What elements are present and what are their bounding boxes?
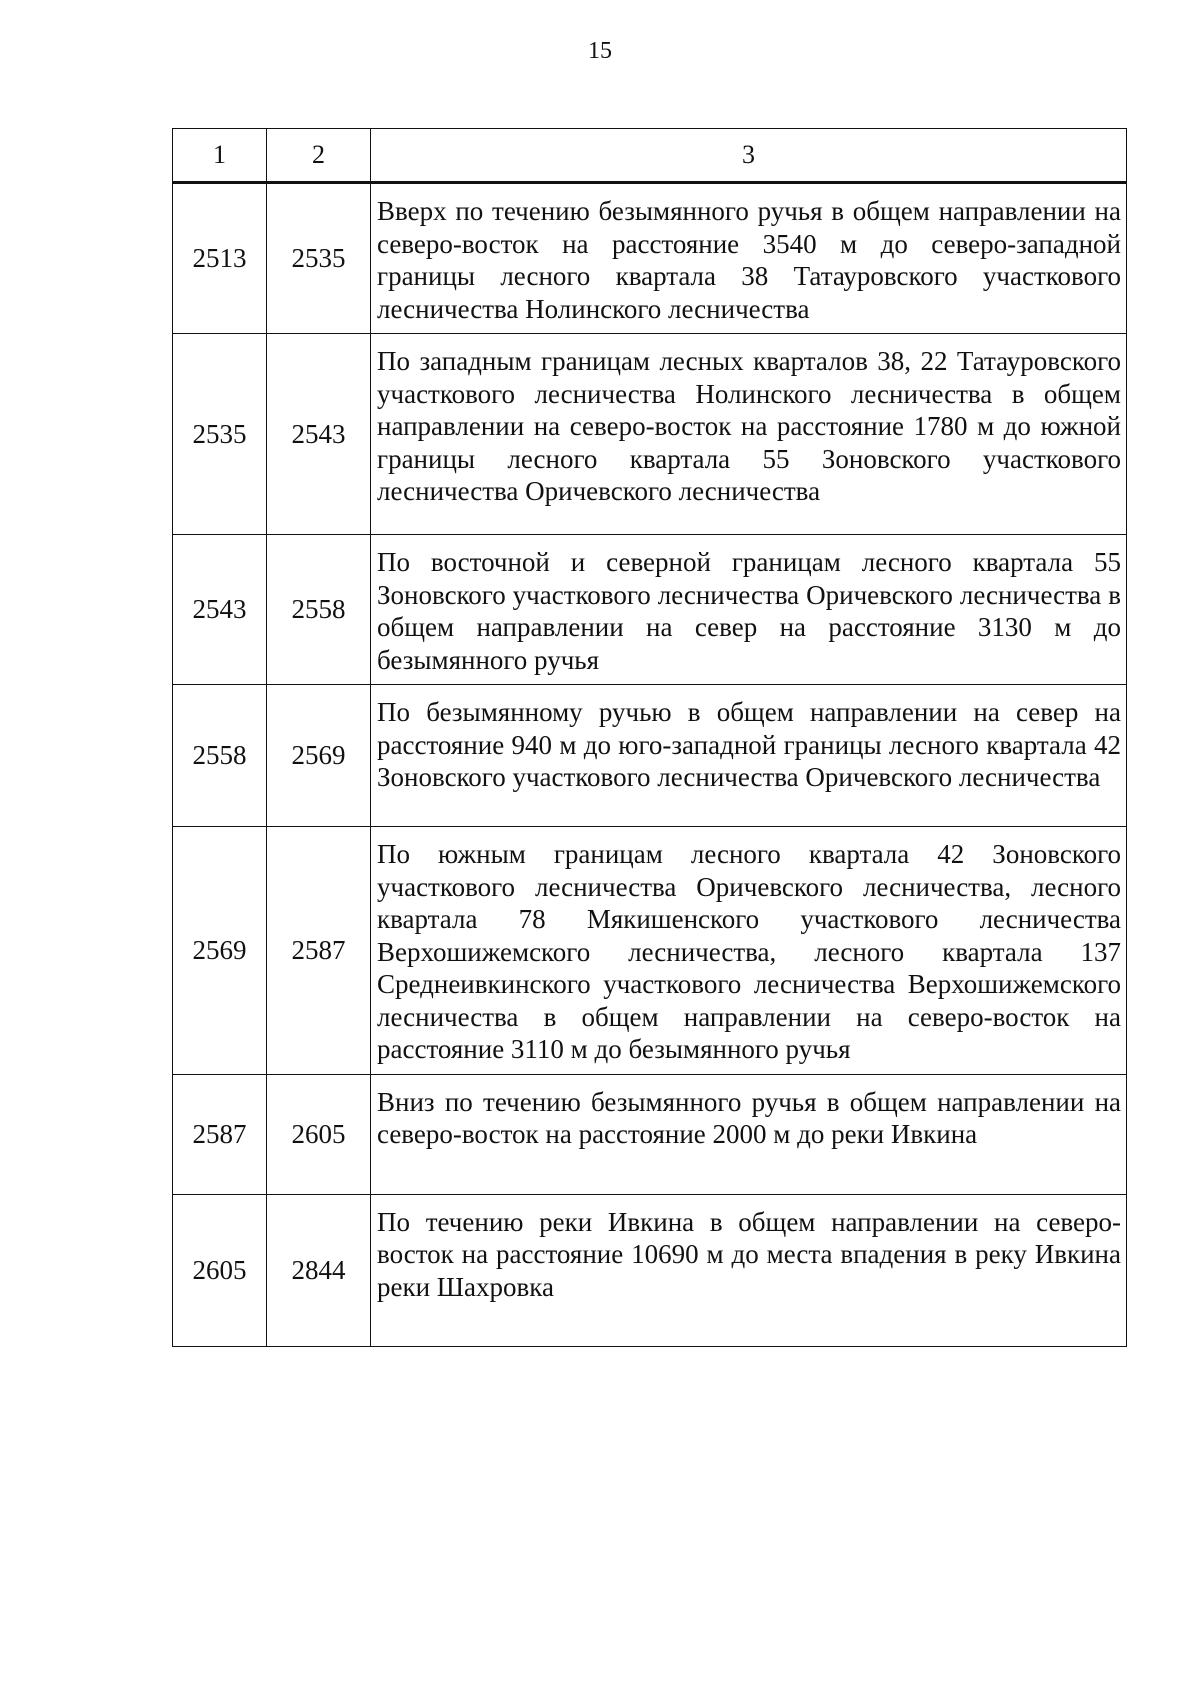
- table-row: [173, 827, 1127, 1075]
- from-point-cell: 2605: [173, 1194, 267, 1346]
- table-header-row: [173, 129, 1127, 183]
- column-header-3: 3: [371, 129, 1127, 183]
- description-cell: По безымянному ручью в общем направлении на север на расстояние 940 м до юго-западной границы лесного квартала 42 Зоновского участкового лесничества Оричевского лесничества: [371, 685, 1127, 827]
- table-row: [173, 1194, 1127, 1346]
- to-point-cell: 2569: [267, 685, 371, 827]
- from-point-cell: 2543: [173, 535, 267, 685]
- to-point-cell: 2535: [267, 183, 371, 334]
- boundary-description-table: [172, 128, 1127, 1347]
- table-row: [173, 535, 1127, 685]
- from-point-cell: 2587: [173, 1074, 267, 1194]
- to-point-cell: 2844: [267, 1194, 371, 1346]
- column-header-2: 2: [267, 129, 371, 183]
- from-point-cell: 2513: [173, 183, 267, 334]
- description-cell: По южным границам лесного квартала 42 Зоновского участкового лесничества Оричевского лесничества, лесного квартала 78 Мякишенского участкового лесничества Верхошижемского лесничества, лесного квартала 137 Среднеивкинского участкового лесничества Верхошижемского лесничества в общем направлении на северо-восток на расстояние 3110 м до безымянного ручья: [371, 827, 1127, 1075]
- from-point-cell: 2569: [173, 827, 267, 1075]
- page-number: 15: [588, 38, 612, 64]
- description-cell: Вверх по течению безымянного ручья в общем направлении на северо-восток на расстояние 3540 м до северо-западной границы лесного квартала 38 Татауровского участкового лесничества Нолинского лесничества: [371, 183, 1127, 334]
- column-header-1: 1: [173, 129, 267, 183]
- table-row: [173, 183, 1127, 334]
- to-point-cell: 2558: [267, 535, 371, 685]
- table-row: [173, 685, 1127, 827]
- to-point-cell: 2543: [267, 334, 371, 535]
- to-point-cell: 2605: [267, 1074, 371, 1194]
- table-row: [173, 1074, 1127, 1194]
- to-point-cell: 2587: [267, 827, 371, 1075]
- description-cell: По восточной и северной границам лесного квартала 55 Зоновского участкового лесничества Оричевского лесничества в общем направлении на север на расстояние 3130 м до безымянного ручья: [371, 535, 1127, 685]
- from-point-cell: 2535: [173, 334, 267, 535]
- table-row: [173, 334, 1127, 535]
- from-point-cell: 2558: [173, 685, 267, 827]
- description-cell: По западным границам лесных кварталов 38, 22 Татауровского участкового лесничества Нолинского лесничества в общем направлении на северо-восток на расстояние 1780 м до южной границы лесного квартала 55 Зоновского участкового лесничества Оричевского лесничества: [371, 334, 1127, 535]
- description-cell: По течению реки Ивкина в общем направлении на северо-восток на расстояние 10690 м до места впадения в реку Ивкина реки Шахровка: [371, 1194, 1127, 1346]
- description-cell: Вниз по течению безымянного ручья в общем направлении на северо-восток на расстояние 2000 м до реки Ивкина: [371, 1074, 1127, 1194]
